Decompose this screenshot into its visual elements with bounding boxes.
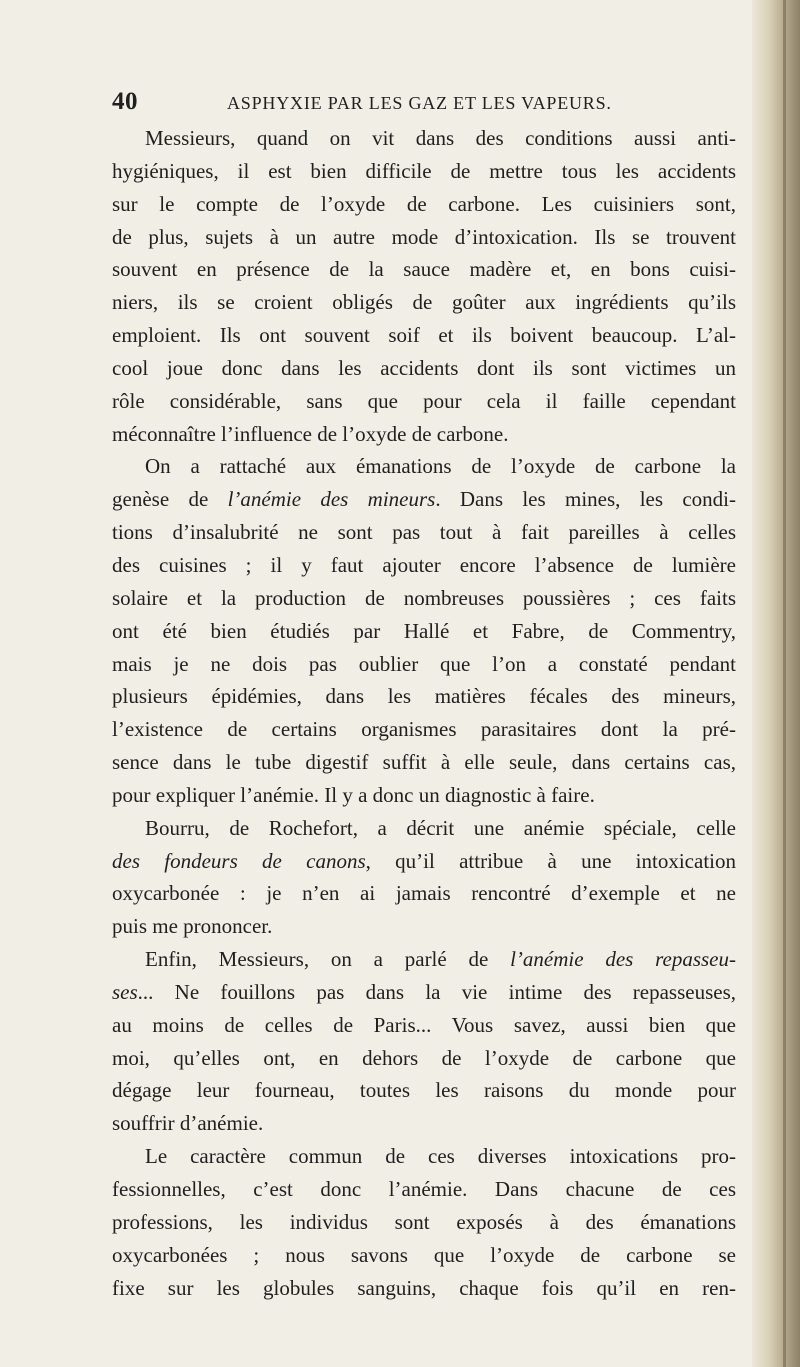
text-line: de plus, sujets à un autre mode d’intoxication. Ils se trouvent xyxy=(112,224,736,249)
text-line: des cuisines ; il y faut ajouter encore l’absence de lumière xyxy=(112,552,736,577)
text-line: oxycarbonée : je n’en ai jamais rencontré d’exemple et ne xyxy=(112,881,736,906)
text-line: niers, ils se croient obligés de goûter aux ingrédients qu’ils xyxy=(112,290,736,315)
text-line: dégage leur fourneau, toutes les raisons du monde pour xyxy=(112,1078,736,1103)
text-line xyxy=(112,483,736,516)
text-line: souvent en présence de la sauce madère et, en bons cuisi- xyxy=(112,257,736,282)
italic-text-segment: l’anémie des repasseu- xyxy=(510,947,736,972)
text-line: oxycarbonées ; nous savons que l’oxyde de carbone se xyxy=(112,1242,736,1267)
text-line: solaire et la production de nombreuses poussières ; ces faits xyxy=(112,585,736,610)
text-line: Le caractère commun de ces diverses intoxications pro- xyxy=(145,1144,736,1169)
text-line: l’existence de certains organismes parasitaires dont la pré- xyxy=(112,717,736,742)
italic-text-segment: ses xyxy=(112,979,138,1004)
text-line: souffrir d’anémie. xyxy=(112,1111,264,1136)
body-text xyxy=(112,122,736,1304)
text-segment: genèse de xyxy=(112,487,228,512)
text-line: sur le compte de l’oxyde de carbone. Les cuisiniers sont, xyxy=(112,191,736,216)
text-line: pour expliquer l’anémie. Il y a donc un diagnostic à faire. xyxy=(112,782,595,807)
text-segment: ... Ne fouillons pas dans la vie intime des repasseuses, xyxy=(137,979,736,1004)
text-line: professions, les individus sont exposés à des émanations xyxy=(112,1209,736,1234)
text-line: Messieurs, quand on vit dans des conditions aussi anti- xyxy=(145,126,736,150)
text-segment: Enfin, Messieurs, on a parlé de xyxy=(145,947,511,972)
text-line: fixe sur les globules sanguins, chaque fois qu’il en ren- xyxy=(112,1275,736,1300)
text-line: sence dans le tube digestif suffit à elle seule, dans certains cas, xyxy=(112,750,736,775)
text-line: au moins de celles de Paris... Vous savez, aussi bien que xyxy=(112,1012,736,1037)
text-line: On a rattaché aux émanations de l’oxyde de carbone la xyxy=(145,454,736,479)
page-header xyxy=(112,88,732,118)
text-line: ont été bien étudiés par Hallé et Fabre, de Commentry, xyxy=(112,618,736,643)
text-segment: . Dans les mines, les condi- xyxy=(435,487,736,512)
text-line: méconnaître l’influence de l’oxyde de carbone. xyxy=(112,421,509,446)
text-line: tions d’insalubrité ne sont pas tout à fait pareilles à celles xyxy=(112,520,736,545)
text-line xyxy=(112,943,736,976)
text-line: cool joue donc dans les accidents dont ils sont victimes un xyxy=(112,355,736,380)
page-binding-edge xyxy=(752,0,800,1367)
text-segment: , qu’il attribue à une intoxication xyxy=(365,848,736,873)
text-line: Bourru, de Rochefort, a décrit une anémie spéciale, celle xyxy=(145,815,736,840)
page-number: 40 xyxy=(112,88,138,115)
text-line: mais je ne dois pas oublier que l’on a constaté pendant xyxy=(112,651,736,676)
text-line xyxy=(112,845,736,878)
text-line: moi, qu’elles ont, en dehors de l’oxyde de carbone que xyxy=(112,1045,736,1070)
text-line xyxy=(112,976,736,1009)
italic-text-segment: l’anémie des mineurs xyxy=(227,487,436,512)
text-line: fessionnelles, c’est donc l’anémie. Dans chacune de ces xyxy=(112,1177,736,1201)
text-line: puis me prononcer. xyxy=(112,914,273,939)
running-title: ASPHYXIE PAR LES GAZ ET LES VAPEURS. xyxy=(227,93,612,113)
text-line: hygiéniques, il est bien difficile de mettre tous les accidents xyxy=(112,158,736,183)
text-line: plusieurs épidémies, dans les matières fécales des mineurs, xyxy=(112,684,736,709)
text-line: emploient. Ils ont souvent soif et ils boivent beaucoup. L’al- xyxy=(112,323,736,348)
binding-shadow-line xyxy=(783,0,786,1367)
text-line: rôle considérable, sans que pour cela il faille cependant xyxy=(112,388,736,413)
italic-text-segment: des fondeurs de canons xyxy=(112,848,366,873)
